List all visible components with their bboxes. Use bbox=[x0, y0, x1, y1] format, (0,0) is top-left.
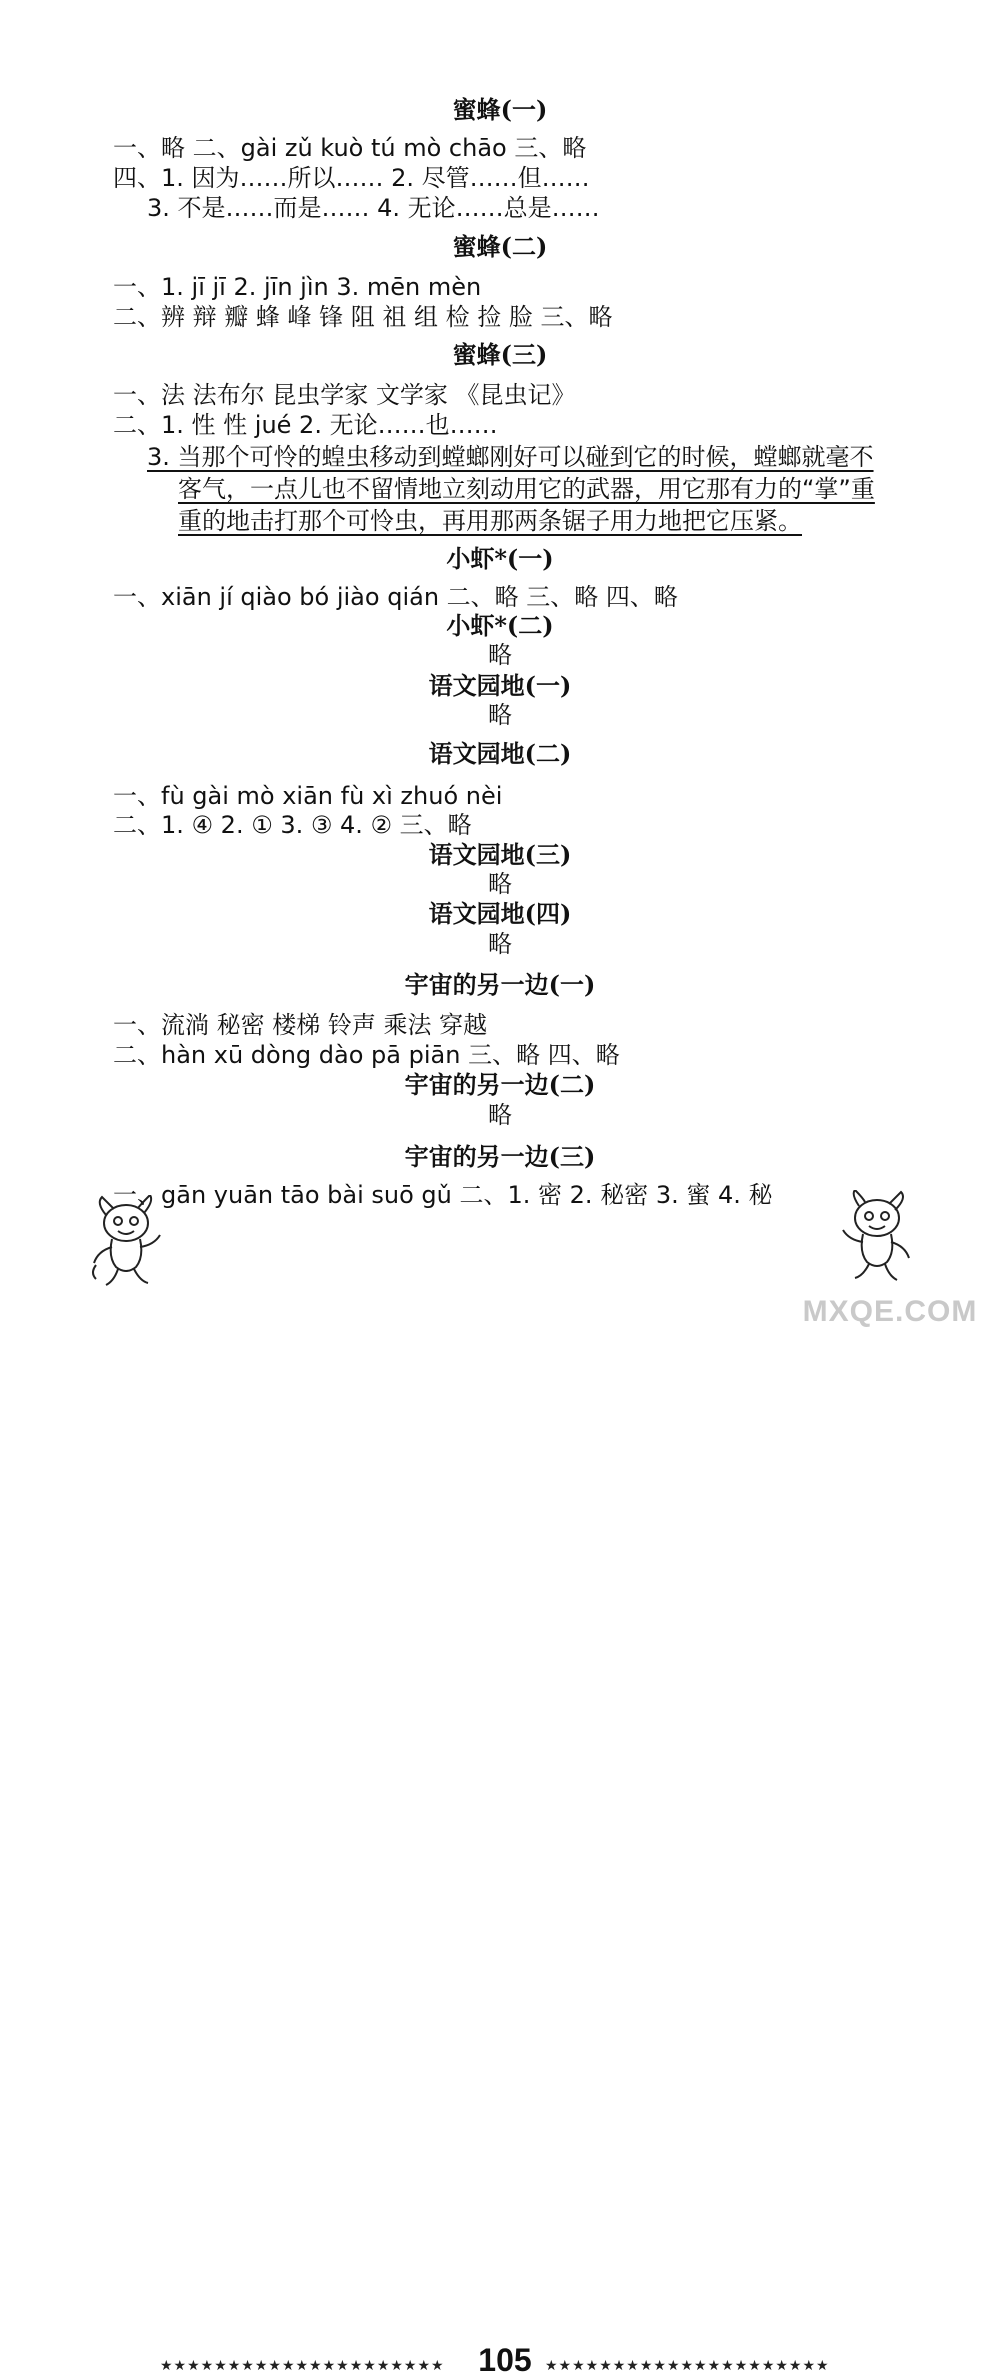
answer-line: 略 bbox=[488, 701, 512, 729]
section-title: 语文园地(一) bbox=[428, 671, 572, 700]
answer-line: 一、gān yuān tāo bài suō gǔ 二、1. 密 2. 秘密 3. 蜜 4. 秘 bbox=[113, 1181, 773, 1209]
answer-line: 略 bbox=[488, 870, 512, 898]
cartoon-mascot-left-icon bbox=[88, 1195, 168, 1290]
underlined-answer-line: 客气，一点儿也不留情地立刻动用它的武器，用它那有力的“掌”重 bbox=[178, 475, 875, 503]
section-title: 宇宙的另一边(二) bbox=[404, 1070, 596, 1099]
answer-line: 略 bbox=[488, 1101, 512, 1129]
answer-line: 二、辨 辩 瓣 蜂 峰 锋 阻 祖 组 检 捡 脸 三、略 bbox=[113, 303, 613, 331]
underlined-answer-line: 3. 当那个可怜的蝗虫移动到螳螂刚好可以碰到它的时候，螳螂就毫不 bbox=[147, 443, 874, 471]
answer-line: 二、1. 性 性 jué 2. 无论……也…… bbox=[113, 411, 498, 439]
answer-line: 二、hàn xū dòng dào pā piān 三、略 四、略 bbox=[113, 1041, 620, 1069]
section-title: 宇宙的另一边(一) bbox=[404, 970, 596, 999]
section-title: 宇宙的另一边(三) bbox=[404, 1142, 596, 1171]
cartoon-mascot-right-icon bbox=[835, 1190, 915, 1285]
answer-line: 一、1. jī jī 2. jīn jìn 3. mēn mèn bbox=[113, 273, 482, 301]
answer-line: 一、流淌 秘密 楼梯 铃声 乘法 穿越 bbox=[113, 1011, 488, 1039]
section-title: 蜜蜂(三) bbox=[452, 340, 548, 369]
answer-line: 一、xiān jí qiào bó jiào qián 二、略 三、略 四、略 bbox=[113, 583, 678, 611]
section-title: 语文园地(二) bbox=[428, 739, 572, 768]
section-title: 语文园地(四) bbox=[428, 899, 572, 928]
underlined-answer-line: 重的地击打那个可怜虫，再用那两条锯子用力地把它压紧。 bbox=[178, 507, 802, 535]
answer-line: 略 bbox=[488, 930, 512, 958]
answer-line: 略 bbox=[488, 641, 512, 669]
answer-line: 四、1. 因为……所以…… 2. 尽管……但…… bbox=[113, 164, 590, 192]
star-divider-left: ★★★★★★★★★★★★★★★★★★★★★ bbox=[160, 2358, 445, 2374]
section-title: 小虾*(一) bbox=[446, 544, 554, 573]
page-number: 105 bbox=[478, 2342, 532, 2378]
section-title: 蜜蜂(二) bbox=[452, 232, 548, 261]
answer-line: 3. 不是……而是…… 4. 无论……总是…… bbox=[147, 194, 600, 222]
answer-line: 二、1. ④ 2. ① 3. ③ 4. ② 三、略 bbox=[113, 811, 472, 839]
star-divider-right: ★★★★★★★★★★★★★★★★★★★★★ bbox=[545, 2358, 830, 2374]
section-title: 蜜蜂(一) bbox=[452, 95, 548, 124]
answer-line: 一、法 法布尔 昆虫学家 文学家 《昆虫记》 bbox=[113, 381, 576, 409]
section-title: 小虾*(二) bbox=[446, 611, 554, 640]
answer-line: 一、fù gài mò xiān fù xì zhuó nèi bbox=[113, 782, 503, 810]
section-title: 语文园地(三) bbox=[428, 840, 572, 869]
answer-line: 一、略 二、gài zǔ kuò tú mò chāo 三、略 bbox=[113, 134, 587, 162]
watermark-text: MXQE.COM bbox=[802, 1295, 978, 1328]
